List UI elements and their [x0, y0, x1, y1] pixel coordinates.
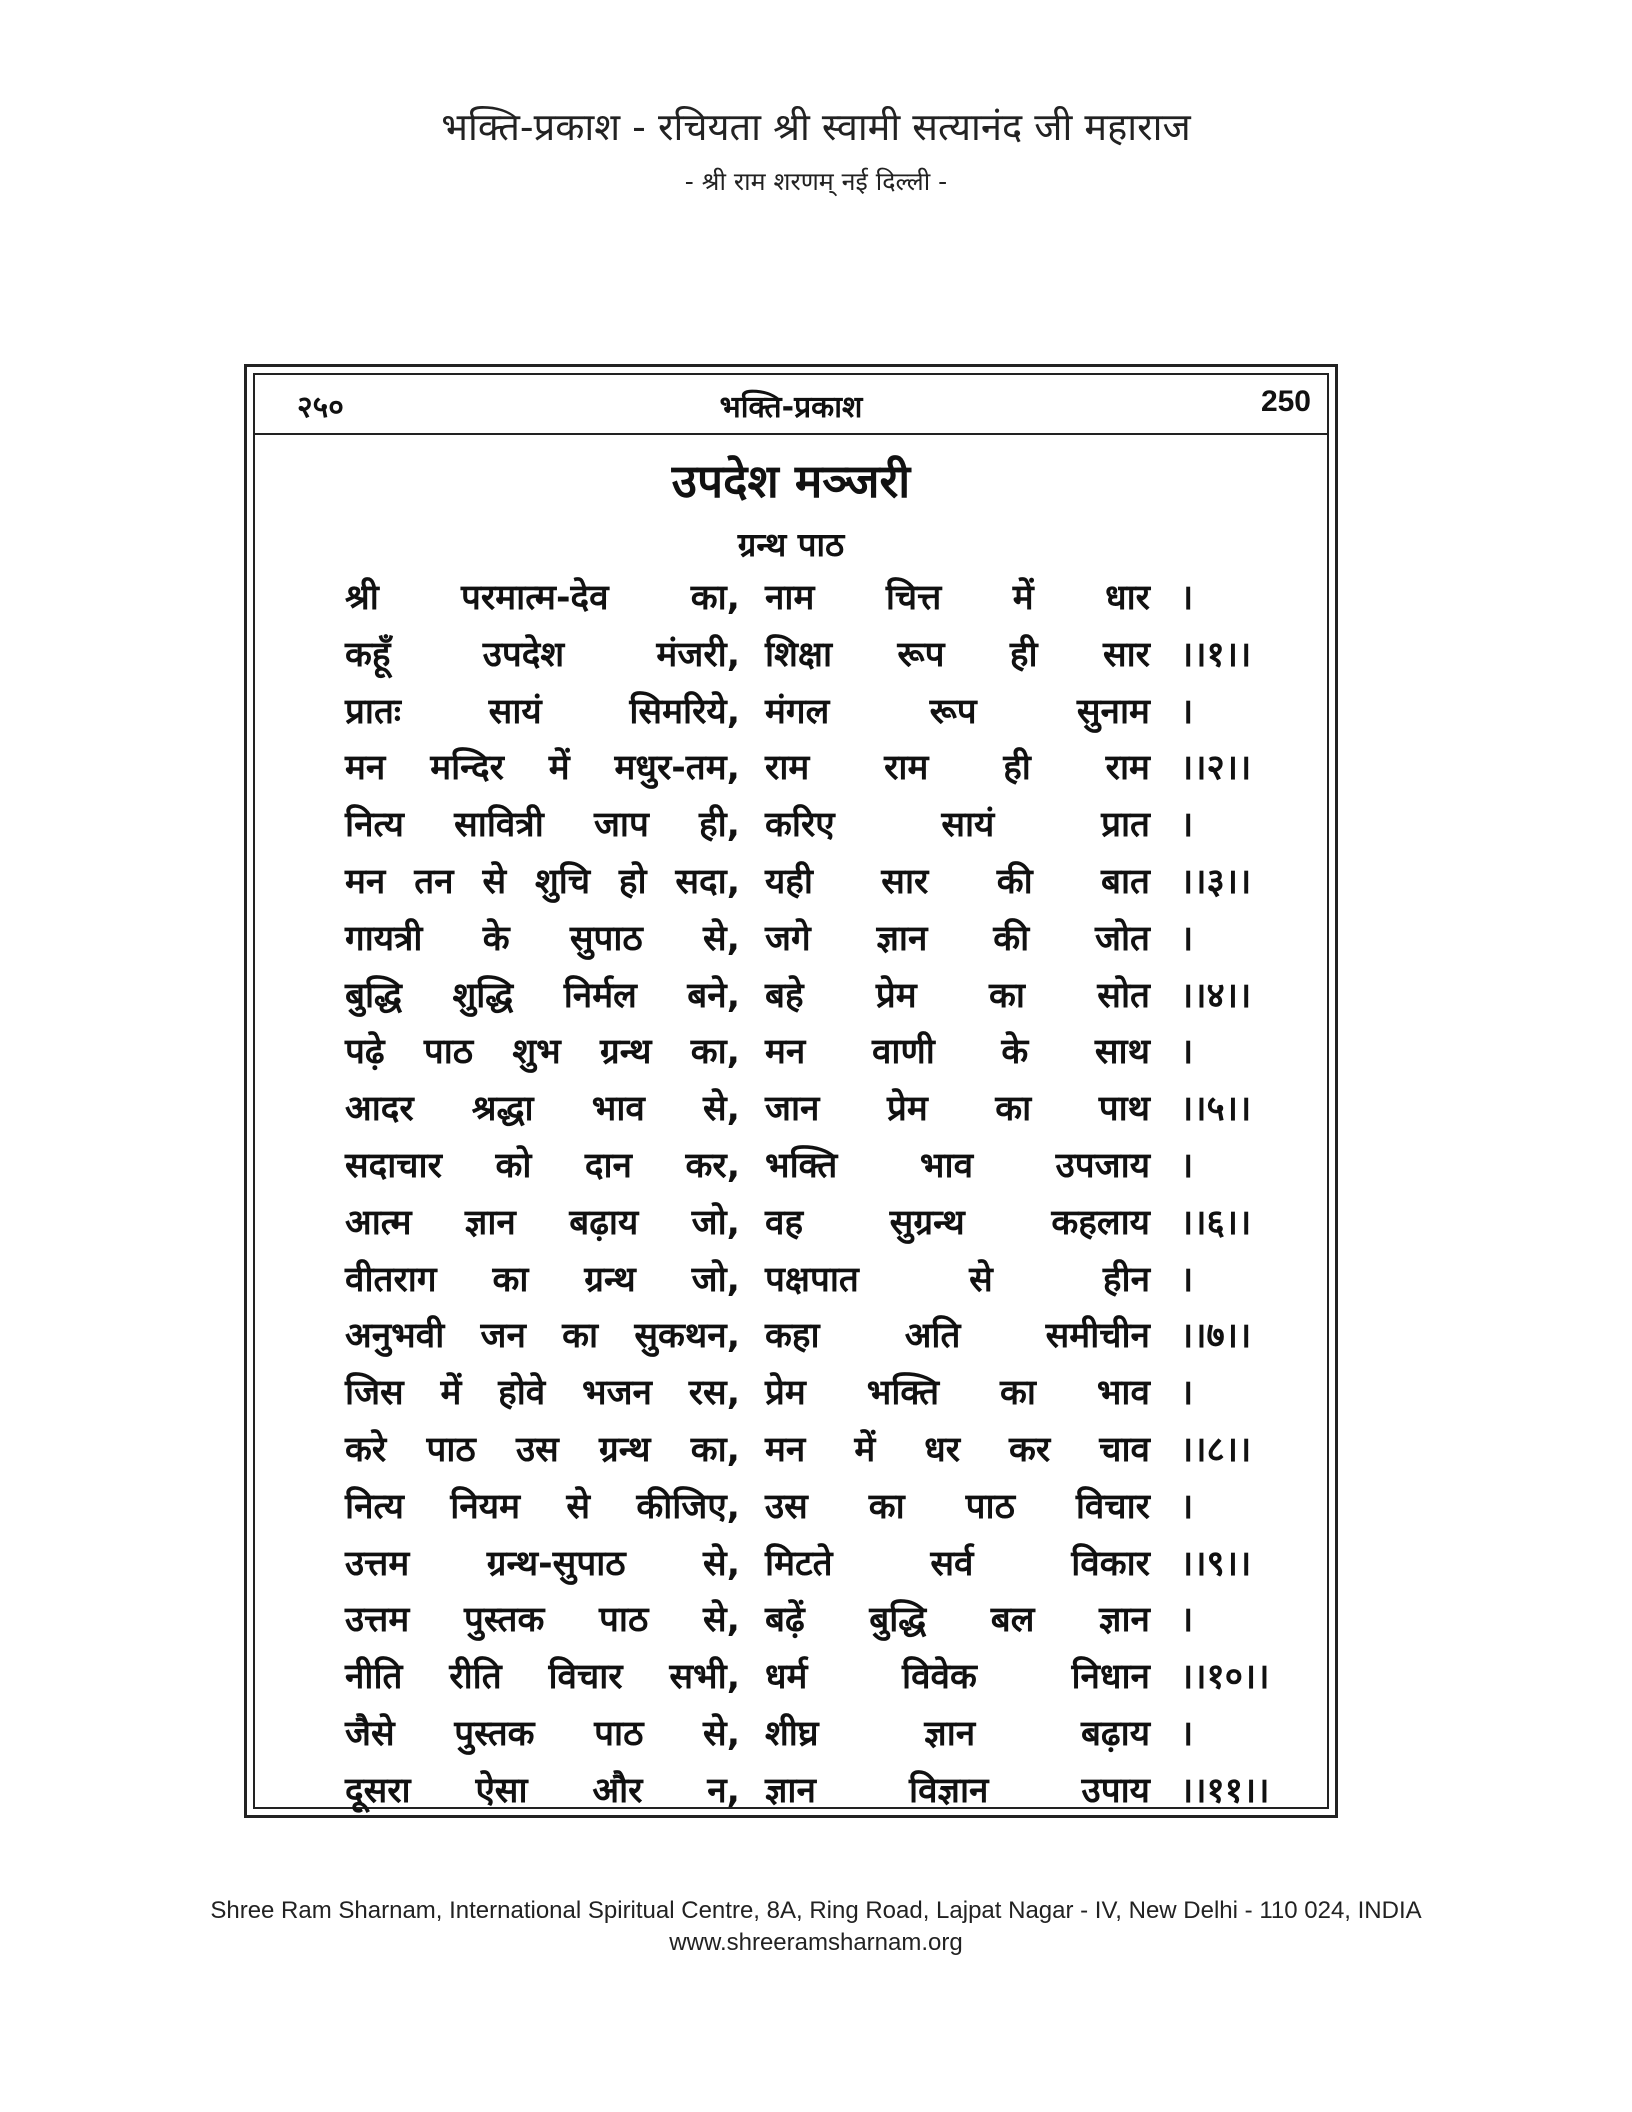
verse-word: से: [482, 861, 507, 902]
page-footer: [0, 1895, 1632, 1959]
verse-word: उत्तम: [345, 1600, 410, 1641]
verse-word: प्रेम: [886, 1089, 928, 1130]
verse-word: भजन: [581, 1373, 652, 1414]
verse-word: बढ़ाय: [1080, 1713, 1150, 1754]
verse-word: ऐसा: [475, 1770, 528, 1811]
verse-word: के: [1001, 1032, 1029, 1073]
verse-word: ग्रन्थ: [600, 1032, 652, 1073]
verse-second-half: [765, 1198, 1150, 1245]
verse-second-half: [765, 687, 1150, 734]
verse-end-mark: ।।६।।: [1180, 1202, 1252, 1243]
verse-end-mark: ।।४।।: [1180, 975, 1252, 1016]
verse-word: परमात्म-देव: [461, 578, 609, 618]
verse-word: कर: [1009, 1429, 1051, 1470]
verse-word: से,: [703, 1713, 740, 1754]
verse-first-half: [345, 914, 740, 961]
verse-end-mark: ।।२।।: [1180, 748, 1252, 789]
verse-first-half: [345, 971, 740, 1018]
verse-word: विकार: [1071, 1543, 1150, 1584]
verse-word: का: [868, 1486, 905, 1527]
verse-word: शुद्धि: [452, 975, 514, 1016]
verse-second-half: [765, 1652, 1150, 1699]
verse-line: [345, 1368, 1275, 1425]
document-header: [0, 100, 1632, 202]
verse-first-half: [345, 1595, 740, 1642]
verse-word: की: [993, 918, 1030, 959]
verse-first-half: [345, 1709, 740, 1756]
verse-line: [345, 1198, 1275, 1255]
verse-word: नीति: [345, 1657, 403, 1698]
verse-first-half: [345, 1652, 740, 1699]
verse-word: उत्तम: [345, 1543, 410, 1584]
verse-word: कहा: [765, 1316, 820, 1357]
verse-second-half: [765, 1368, 1150, 1415]
verse-end-mark: ।: [1180, 1259, 1194, 1300]
verse-line: [345, 1766, 1275, 1823]
verse-word: का: [492, 1259, 529, 1300]
verse-word: हीन: [1102, 1259, 1150, 1300]
verse-first-half: [345, 1766, 740, 1813]
verse-first-half: [345, 857, 740, 904]
running-head: [255, 375, 1327, 435]
verse-line: [345, 1425, 1275, 1482]
verse-word: से: [969, 1259, 993, 1300]
verse-first-half: [345, 573, 740, 620]
verse-word: का,: [690, 1429, 740, 1470]
verse-end-mark: ।: [1180, 1032, 1194, 1073]
verse-word: पढ़े: [345, 1032, 385, 1073]
verse-word: रूप: [897, 634, 945, 675]
verse-word: वह: [765, 1202, 804, 1243]
verse-word: में: [548, 748, 570, 789]
verse-end-mark: ।: [1180, 1145, 1194, 1186]
verse-first-half: [345, 1311, 740, 1358]
verse-word: वीतराग: [345, 1259, 437, 1300]
verse-word: से,: [703, 918, 740, 959]
verse-word: मन्दिर: [430, 748, 504, 789]
verse-second-half: [765, 1311, 1150, 1358]
verse-word: अति: [904, 1316, 961, 1357]
verse-line: [345, 630, 1275, 687]
verse-word: भाव: [919, 1145, 974, 1186]
verse-word: दान: [584, 1145, 632, 1186]
verse-end-mark: ।: [1180, 918, 1194, 959]
verse-word: नित्य: [345, 805, 404, 846]
verse-word: नित्य: [345, 1486, 404, 1527]
verse-word: प्रेम: [765, 1373, 806, 1414]
verse-word: राम: [1105, 748, 1150, 789]
verse-word: ही: [1003, 748, 1031, 789]
verse-first-half: [345, 1539, 740, 1586]
verse-end-mark: ।।१०।।: [1180, 1657, 1270, 1698]
verse-word: बढ़ाय: [569, 1202, 639, 1243]
verse-word: सायं: [488, 691, 542, 732]
section-title: ग्रन्थ पाठ: [737, 525, 845, 564]
verse-word: पुस्तक: [464, 1600, 545, 1641]
verse-line: [345, 1084, 1275, 1141]
verse-word: चित्त: [885, 578, 942, 618]
verse-word: राम: [884, 748, 929, 789]
verse-word: समीचीन: [1045, 1316, 1150, 1357]
verse-word: नाम: [765, 578, 815, 618]
verse-end-mark: ।: [1180, 691, 1194, 732]
verse-word: हो: [618, 861, 647, 902]
verse-line: [345, 1652, 1275, 1709]
verse-second-half: [765, 1539, 1150, 1586]
verse-first-half: [345, 743, 740, 790]
verse-word: विचार: [1075, 1486, 1150, 1527]
verse-first-half: [345, 1141, 740, 1188]
verse-word: जैसे: [345, 1713, 395, 1754]
verse-word: नियम: [450, 1486, 521, 1527]
verse-second-half: [765, 1084, 1150, 1131]
footer-address: Shree Ram Sharnam, International Spiritual Centre, 8A, Ring Road, Lajpat Nagar - IV, New Delhi - 110 024, INDIA: [210, 1897, 1422, 1924]
verse-word: जगे: [765, 918, 811, 959]
verse-end-mark: ।।१।।: [1180, 634, 1252, 675]
verse-line: [345, 800, 1275, 857]
verse-word: अनुभवी: [345, 1316, 445, 1357]
verse-word: बढ़ें: [765, 1600, 805, 1641]
verse-end-mark: ।: [1180, 578, 1194, 618]
verse-word: से: [566, 1486, 591, 1527]
verse-word: निर्मल: [563, 975, 637, 1016]
verse-word: पाठ: [599, 1600, 649, 1641]
document-subtitle: - श्री राम शरणम् नई दिल्ली -: [684, 167, 948, 196]
verse-word: ग्रन्थ: [599, 1429, 651, 1470]
verse-word: का,: [690, 1032, 740, 1073]
verse-second-half: [765, 971, 1150, 1018]
verse-end-mark: ।।११।।: [1180, 1770, 1270, 1811]
verse-word: शिक्षा: [765, 634, 833, 675]
verse-word: न,: [707, 1770, 740, 1811]
verse-word: बुद्धि: [869, 1600, 927, 1641]
verse-line: [345, 743, 1275, 800]
document-title: भक्ति-प्रकाश - रचियता श्री स्वामी सत्यानंद जी महाराज: [441, 105, 1191, 149]
page-number-devanagari: २५०: [297, 390, 344, 425]
verse-word: मन: [765, 1429, 806, 1470]
verse-word: उस: [765, 1486, 808, 1527]
verse-word: दूसरा: [345, 1770, 411, 1811]
verse-word: सुपाठ: [569, 918, 643, 959]
verse-end-mark: ।: [1180, 1373, 1194, 1414]
verse-word: उपजाय: [1055, 1145, 1150, 1186]
verse-word: जान: [765, 1089, 820, 1130]
verse-word: मधुर-तम,: [614, 748, 740, 789]
verse-line: [345, 1255, 1275, 1312]
verse-line: [345, 1595, 1275, 1652]
verse-word: ज्ञान: [1099, 1600, 1150, 1641]
verse-word: विज्ञान: [909, 1770, 989, 1811]
verse-second-half: [765, 914, 1150, 961]
verse-first-half: [345, 1255, 740, 1302]
verse-word: की: [996, 861, 1033, 902]
verse-word: भाव: [1096, 1373, 1150, 1414]
verse-second-half: [765, 857, 1150, 904]
verse-second-half: [765, 1425, 1150, 1472]
verse-line: [345, 1141, 1275, 1198]
verse-line: [345, 687, 1275, 744]
verse-first-half: [345, 1198, 740, 1245]
verse-word: को: [495, 1145, 532, 1186]
verse-word: सावित्री: [454, 805, 544, 846]
verse-word: ग्रन्थ: [584, 1259, 636, 1300]
verse-word: मन: [765, 1032, 806, 1073]
footer-website: www.shreeramsharnam.org: [669, 1929, 963, 1956]
verse-word: वाणी: [871, 1032, 935, 1073]
verse-word: बात: [1100, 861, 1150, 902]
verse-word: मन: [345, 748, 386, 789]
verse-word: पाथ: [1098, 1089, 1150, 1130]
verse-first-half: [345, 1368, 740, 1415]
verse-second-half: [765, 1766, 1150, 1813]
verse-word: का: [562, 1316, 599, 1357]
verse-second-half: [765, 1482, 1150, 1529]
verse-word: ग्रन्थ-सुपाठ: [486, 1543, 626, 1584]
verse-word: ज्ञान: [876, 918, 928, 959]
verse-word: करिए: [765, 805, 835, 846]
verse-word: बहे: [765, 975, 804, 1016]
verse-word: विचार: [548, 1657, 623, 1698]
verse-end-mark: ।: [1180, 1713, 1194, 1754]
verse-word: पक्षपात: [765, 1259, 859, 1300]
verse-word: पाठ: [965, 1486, 1015, 1527]
verse-word: प्रात: [1101, 805, 1150, 846]
verse-word: पाठ: [594, 1713, 644, 1754]
verse-word: से,: [703, 1543, 740, 1584]
verse-word: शीघ्र: [765, 1713, 819, 1754]
verse-word: ज्ञान: [464, 1202, 516, 1243]
verse-word: उस: [515, 1429, 559, 1470]
verse-line: [345, 1311, 1275, 1368]
verse-second-half: [765, 800, 1150, 847]
verse-word: सोत: [1097, 975, 1150, 1016]
verse-word: रीति: [449, 1657, 502, 1698]
verse-end-mark: ।: [1180, 1600, 1194, 1641]
verse-word: पाठ: [426, 1429, 476, 1470]
verse-end-mark: ।।८।।: [1180, 1429, 1252, 1470]
verse-second-half: [765, 743, 1150, 790]
verse-word: ही: [1009, 634, 1038, 675]
verse-first-half: [345, 800, 740, 847]
verse-end-mark: ।: [1180, 805, 1194, 846]
verse-word: ज्ञान: [765, 1770, 816, 1811]
verse-word: सुकथन,: [634, 1316, 740, 1357]
verse-word: आत्म: [345, 1202, 412, 1243]
verse-word: कहूँ: [345, 634, 391, 675]
verse-word: ज्ञान: [924, 1713, 976, 1754]
page-number: 250: [1260, 385, 1311, 418]
verse-word: रस,: [688, 1373, 740, 1414]
verse-word: का: [1000, 1373, 1036, 1414]
verse-word: निधान: [1071, 1657, 1150, 1698]
running-title: भक्ति-प्रकाश: [719, 390, 863, 425]
verse-first-half: [345, 1084, 740, 1131]
verse-line: [345, 1027, 1275, 1084]
verse-word: धर्म: [765, 1657, 808, 1698]
verse-second-half: [765, 573, 1150, 620]
verse-word: का: [995, 1089, 1032, 1130]
verse-first-half: [345, 1027, 740, 1074]
verse-word: श्री: [345, 578, 379, 618]
verse-word: जिस: [345, 1373, 404, 1414]
verse-word: जो,: [691, 1259, 740, 1300]
verse-word: भक्ति: [866, 1373, 940, 1414]
verse-first-half: [345, 630, 740, 677]
verse-word: उपदेश: [482, 634, 565, 675]
verse-word: पाठ: [423, 1032, 474, 1073]
verse-word: आदर: [345, 1089, 414, 1130]
verse-word: जो,: [691, 1202, 740, 1243]
verse-word: जोत: [1094, 918, 1150, 959]
verse-word: का: [989, 975, 1025, 1016]
verse-line: [345, 1709, 1275, 1766]
verse-second-half: [765, 1255, 1150, 1302]
verse-word: उपाय: [1081, 1770, 1150, 1811]
verse-word: होवे: [498, 1373, 546, 1414]
verse-word: बल: [990, 1600, 1035, 1641]
verse-line: [345, 914, 1275, 971]
verse-word: सुनाम: [1076, 691, 1150, 732]
verse-word: करे: [345, 1429, 387, 1470]
verse-word: कहलाय: [1051, 1202, 1150, 1243]
verse-second-half: [765, 1709, 1150, 1756]
verse-word: और: [592, 1770, 643, 1811]
verse-word: मंजरी,: [656, 634, 740, 675]
verse-word: कर,: [685, 1145, 740, 1186]
verse-word: सार: [881, 861, 929, 902]
verse-line: [345, 573, 1275, 630]
verse-word: धार: [1105, 578, 1150, 618]
verse-word: सदाचार: [345, 1145, 442, 1186]
verse-second-half: [765, 1141, 1150, 1188]
verse-word: कीजिए,: [636, 1486, 740, 1527]
verse-word: भाव: [591, 1089, 645, 1130]
verse-word: साथ: [1094, 1032, 1150, 1073]
verse-word: जन: [480, 1316, 526, 1357]
verse-first-half: [345, 687, 740, 734]
verse-word: सिमरिये,: [629, 691, 740, 732]
verse-end-mark: ।।७।।: [1180, 1316, 1252, 1357]
verse-word: बने,: [687, 975, 740, 1016]
verse-first-half: [345, 1482, 740, 1529]
verse-word: में: [854, 1429, 876, 1470]
verse-word: सर्व: [930, 1543, 974, 1584]
verse-word: मंगल: [765, 691, 830, 732]
verse-word: श्रद्धा: [471, 1089, 534, 1130]
verse-word: मिटते: [765, 1543, 833, 1584]
chapter-title: उपदेश मञ्जरी: [671, 454, 911, 508]
verse-line: [345, 1539, 1275, 1596]
verse-word: धर: [924, 1429, 961, 1470]
verse-line: [345, 857, 1275, 914]
verse-word: सभी,: [669, 1657, 740, 1698]
verse-word: विवेक: [902, 1657, 977, 1698]
verse-word: शुभ: [512, 1032, 561, 1073]
verse-word: प्रेम: [875, 975, 917, 1016]
verse-word: जाप: [593, 805, 649, 846]
verse-second-half: [765, 1595, 1150, 1642]
verse-word: पुस्तक: [454, 1713, 535, 1754]
verse-word: रूप: [929, 691, 977, 732]
verse-word: सुग्रन्थ: [889, 1202, 965, 1243]
verse-word: में: [1012, 578, 1034, 618]
verse-word: बुद्धि: [345, 975, 403, 1016]
verse-word: प्रातः: [345, 691, 402, 732]
verse-end-mark: ।।५।।: [1180, 1089, 1252, 1130]
verse-first-half: [345, 1425, 740, 1472]
verse-list: [345, 573, 1275, 1823]
verse-second-half: [765, 630, 1150, 677]
verse-word: ही,: [699, 805, 740, 846]
verse-line: [345, 971, 1275, 1028]
verse-word: सायं: [941, 805, 995, 846]
verse-end-mark: ।।९।।: [1180, 1543, 1252, 1584]
verse-word: चाव: [1099, 1429, 1150, 1470]
verse-end-mark: ।: [1180, 1486, 1194, 1527]
verse-word: यही: [765, 861, 813, 902]
verse-word: तन: [414, 861, 454, 902]
scanned-page-frame: [244, 364, 1338, 1818]
verse-line: [345, 1482, 1275, 1539]
verse-word: मन: [345, 861, 386, 902]
verse-word: से,: [703, 1600, 740, 1641]
verse-word: सार: [1102, 634, 1150, 675]
verse-word: के: [482, 918, 510, 959]
verse-word: से,: [703, 1089, 740, 1130]
scanned-page: [253, 373, 1329, 1809]
verse-word: का,: [690, 578, 740, 618]
verse-end-mark: ।।३।।: [1180, 861, 1252, 902]
verse-word: भक्ति: [765, 1145, 838, 1186]
verse-word: राम: [765, 748, 810, 789]
verse-word: शुचि: [534, 861, 591, 902]
verse-second-half: [765, 1027, 1150, 1074]
verse-word: में: [440, 1373, 462, 1414]
verse-word: सदा,: [675, 861, 740, 902]
verse-word: गायत्री: [345, 918, 423, 959]
